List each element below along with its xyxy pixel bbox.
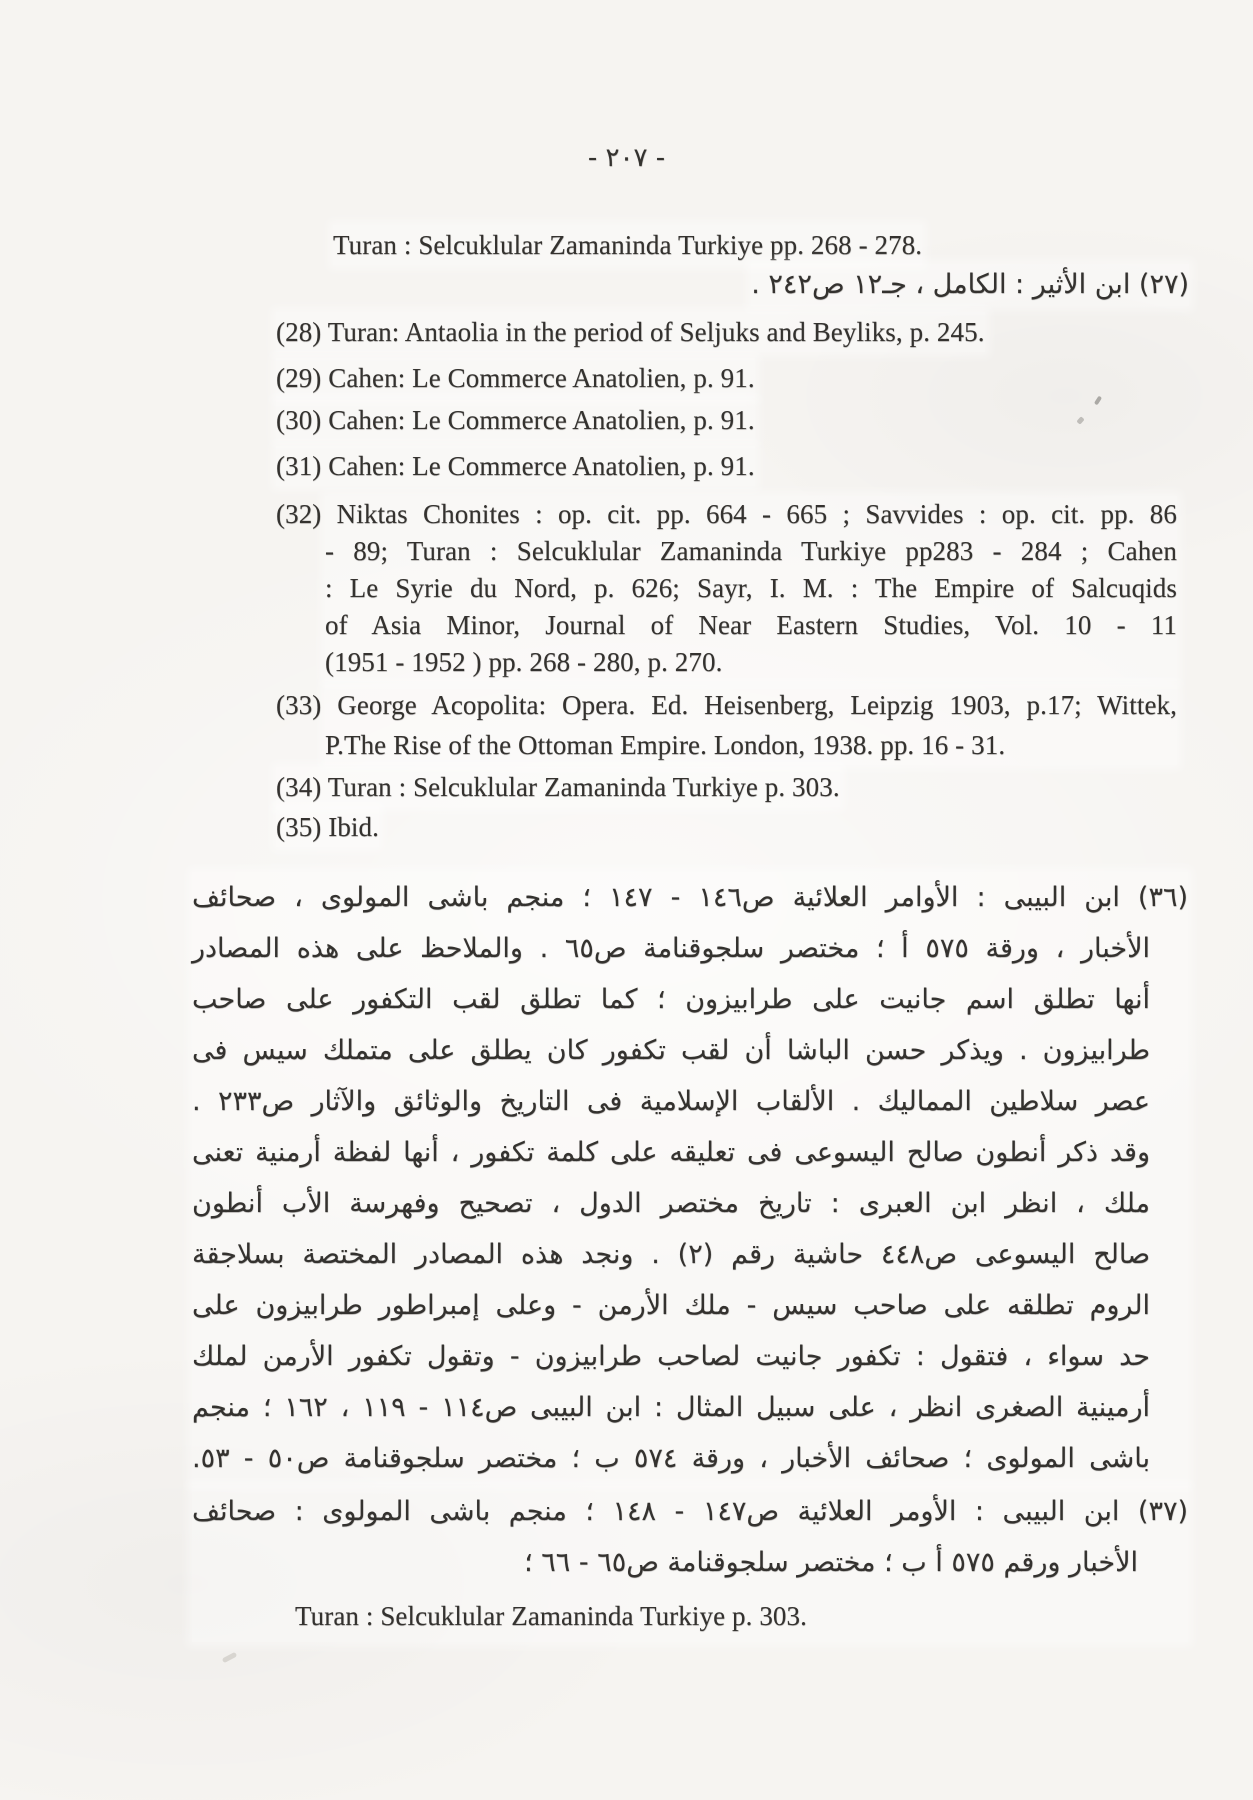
scan-ink-speck-2 (1076, 416, 1084, 425)
footnote-36-line-5: عصر سلاطين المماليك . الألقاب الإسلامية فى التاريخ والوثائق والآثار ص٢٣٣ . (192, 1086, 1150, 1117)
footnote-36-line-3: أنها تطلق اسم جانيت على طرابيزون ؛ كما تطلق لقب التكفور على صاحب (192, 984, 1150, 1015)
footnote-31: (31) Cahen: Le Commerce Anatolien, p. 91. (276, 446, 755, 486)
footnote-34: (34) Turan : Selcuklular Zamaninda Turkiye p. 303. (276, 767, 840, 807)
footnote-36-line-10: حد سواء ، فتقول : تكفور جانيت لصاحب طرابيزون - وتقول تكفور الأرمن لملك (192, 1341, 1150, 1372)
scan-smudge (222, 1652, 238, 1663)
footnote-37-line-2: الأخبار ورقم ٥٧٥ أ ب ؛ مختصر سلجوقنامة ص٦٥ - ٦٦ ؛ (524, 1547, 1138, 1578)
footnote-30: (30) Cahen: Le Commerce Anatolien, p. 91. (276, 400, 755, 440)
footnote-36-line-1: (٣٦) ابن البيبى : الأوامر العلائية ص١٤٦ - ١٤٧ ؛ منجم باشى المولوى ، صحائف (192, 882, 1188, 913)
footnote-36-line-11: أرمينية الصغرى انظر ، على سبيل المثال : ابن البيبى ص١١٤ - ١١٩ ، ١٦٢ ؛ منجم (192, 1392, 1150, 1423)
footnote-32-line-3: : Le Syrie du Nord, p. 626; Sayr, I. M. : The Empire of Salcuqids (325, 573, 1177, 603)
footnote-33 (276, 685, 1177, 765)
footnote-32 (276, 496, 1177, 681)
footnote-36-line-4: طرابيزون . ويذكر حسن الباشا أن لقب تكفور كان يطلق على متملك سيس فى (192, 1035, 1150, 1066)
footnote-36-line-2: الأخبار ، ورقة ٥٧٥ أ ؛ مختصر سلجوقنامة ص٦٥ . والملاحظ على هذه المصادر (192, 933, 1150, 964)
footnote-35: (35) Ibid. (276, 807, 379, 847)
footnote-32-line-2: - 89; Turan : Selcuklular Zamaninda Turkiye pp283 - 284 ; Cahen (325, 536, 1177, 566)
footnote-36-line-7: ملك ، انظر ابن العبرى : تاريخ مختصر الدول ، تصحيح وفهرسة الأب أنطون (192, 1188, 1150, 1219)
footnote-26-continuation-line: Turan : Selcuklular Zamaninda Turkiye pp. 268 - 278. (333, 225, 922, 265)
footnote-36-line-12: باشى المولوى ؛ صحائف الأخبار ، ورقة ٥٧٤ ب ؛ مختصر سلجوقنامة ص٥٠ - ٥٣. (192, 1443, 1150, 1474)
footnote-37 (192, 1486, 1188, 1642)
footnote-29: (29) Cahen: Le Commerce Anatolien, p. 91. (276, 358, 755, 398)
footnote-33-line-1: (33) George Acopolita: Opera. Ed. Heisenberg, Leipzig 1903, p.17; Wittek, (276, 690, 1177, 720)
footnote-28: (28) Turan: Antaolia in the period of Seljuks and Beyliks, p. 245. (276, 312, 985, 352)
page-number: - ٢٠٧ - (587, 143, 666, 173)
footnote-36-line-8: صالح اليسوعى ص٤٤٨ حاشية رقم (٢) . ونجد هذه المصادر المختصة بسلاجقة (192, 1239, 1151, 1270)
footnote-27: (٢٧) ابن الأثير : الكامل ، جـ١٢ ص٢٤٢ . (751, 264, 1189, 306)
footnote-36-line-9: الروم تطلقه على صاحب سيس - ملك الأرمن - وعلى إمبراطور طرابيزون على (192, 1290, 1150, 1321)
footnote-32-line-4: of Asia Minor, Journal of Near Eastern Studies, Vol. 10 - 11 (325, 610, 1177, 640)
footnote-32-line-1: (32) Niktas Chonites : op. cit. pp. 664 - 665 ; Savvides : op. cit. pp. 86 (276, 499, 1177, 529)
footnote-33-line-2: P.The Rise of the Ottoman Empire. London, 1938. pp. 16 - 31. (325, 730, 1006, 760)
footnote-32-line-5: (1951 - 1952 ) pp. 268 - 280, p. 270. (325, 647, 723, 677)
footnote-36-line-6: وقد ذكر أنطون صالح اليسوعى فى تعليقه على كلمة تكفور ، أنها لفظة أرمنية تعنى (192, 1137, 1150, 1168)
scan-ink-speck-1 (1094, 396, 1102, 406)
footnote-37-line-1: (٣٧) ابن البيبى : الأومر العلائية ص١٤٧ - ١٤٨ ؛ منجم باشى المولوى : صحائف (192, 1496, 1188, 1527)
footnote-36 (192, 872, 1188, 1484)
footnote-37-english-line: Turan : Selcuklular Zamaninda Turkiye p. 303. (295, 1601, 807, 1631)
